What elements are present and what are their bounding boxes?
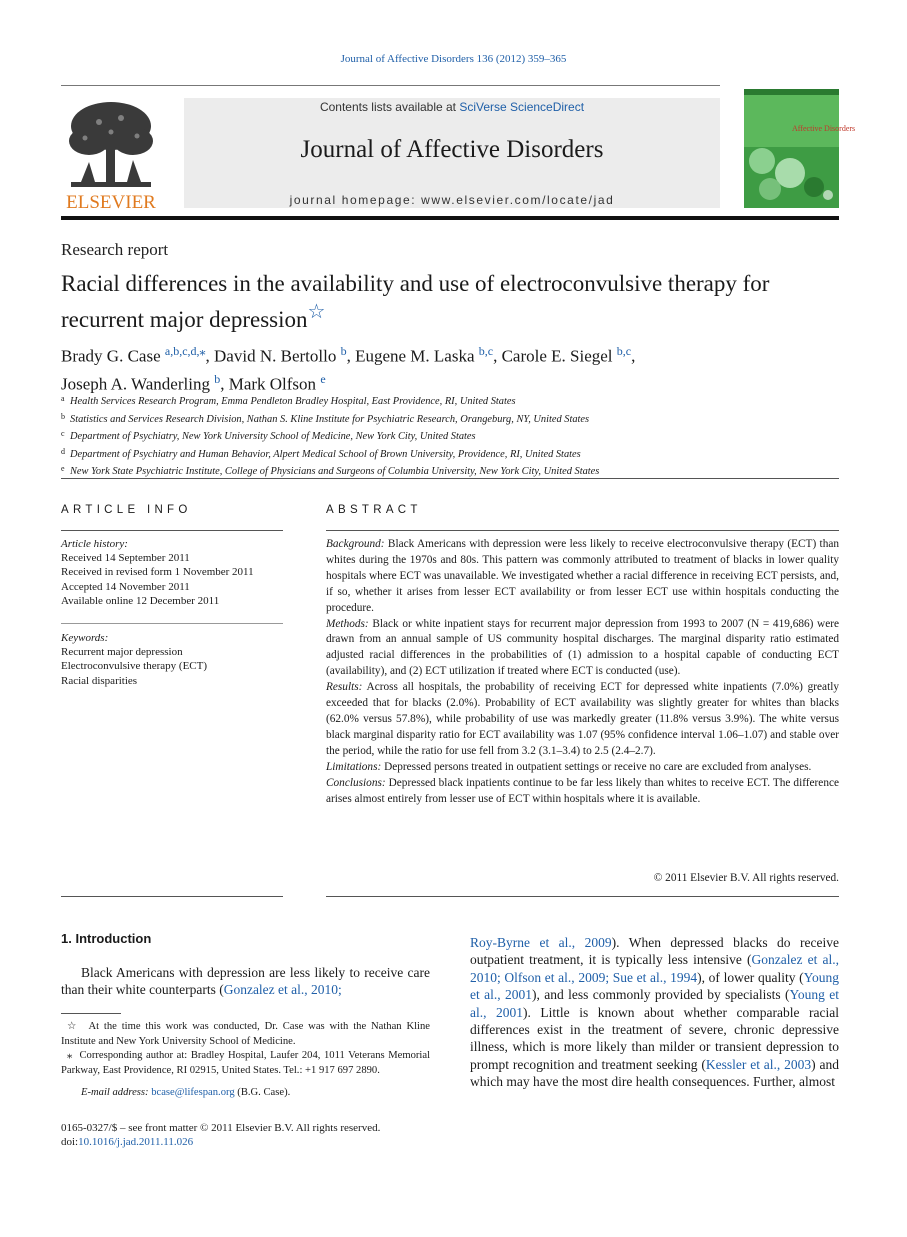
intro-left-column [61, 964, 430, 999]
email-label: E-mail address: [81, 1087, 149, 1099]
author-affiliation-marks[interactable]: b [214, 371, 221, 386]
footnote-star-icon: ☆ [67, 1021, 79, 1032]
article-info-block [61, 537, 283, 688]
author-name[interactable]: Brady G. Case [61, 346, 161, 366]
section-heading-introduction: 1. Introduction [61, 931, 152, 946]
author-name[interactable]: David N. Bertollo [214, 346, 337, 366]
journal-homepage[interactable]: journal homepage: www.elsevier.com/locate/jad [289, 193, 615, 207]
intro-right-column [470, 934, 839, 1091]
author-separator: , [205, 346, 215, 366]
affiliation-item [61, 462, 841, 480]
abstract-section-label: Limitations: [326, 760, 382, 773]
affiliation-item [61, 427, 841, 445]
article-info-heading: ARTICLE INFO [61, 504, 192, 516]
footnote-text: Corresponding author at: Bradley Hospital, Laufer 204, 1011 Veterans Memorial Parkway, East Providence, RI 02915, United States. Tel.: +1 917 697 2890. [61, 1050, 431, 1076]
abstract-section-label: Background: [326, 538, 385, 550]
author-name[interactable]: Mark Olfson [228, 374, 317, 394]
affiliation-item [61, 445, 841, 463]
footnote-email [61, 1086, 430, 1101]
affiliation-mark: b [61, 411, 65, 421]
abstract-section-text: Black or white inpatient stays for recurrent major depression from 1993 to 2007 (N = 419,686) were drawn from an annual sample of US community hospital discharges. The marginal disparity ratio estimated adjusted racial differences in the probabilities of (1) admission to a hospital capable of conducting ECT (availability), and (2) ECT utilization if treated where ECT is conducted (use). [326, 617, 839, 678]
title-footnote-star-icon[interactable]: ☆ [307, 301, 326, 323]
abstract-rule [326, 530, 839, 531]
intro-text: Black Americans with depression are less likely to receive care than their white counterparts ( [61, 965, 430, 998]
author-separator: , [346, 346, 356, 366]
journal-cover-thumbnail[interactable] [744, 89, 856, 208]
abstract-section-label: Results: [326, 681, 363, 694]
affiliation-text: Health Services Research Program, Emma Pendleton Bradley Hospital, East Providence, RI, United States [70, 396, 516, 407]
footnotes [61, 1020, 430, 1101]
affiliation-item [61, 410, 841, 428]
article-info-rule [61, 530, 283, 531]
affiliation-mark: d [61, 446, 65, 456]
author-name[interactable]: Eugene M. Laska [355, 346, 475, 366]
abstract-section-text: Depressed black inpatients continue to be far less likely than whites to receive ECT. The difference arises almost entirely from lesser use of ECT within hospitals where it is available. [326, 776, 839, 805]
citation-link[interactable]: Young et al., 2001 [470, 969, 839, 1003]
header-rule-top [61, 85, 720, 86]
article-title [61, 270, 841, 334]
abstract-section [326, 617, 839, 681]
history-item: Received 14 September 2011 [61, 552, 190, 565]
footnote-corresponding [61, 1049, 430, 1078]
intro-text: ) and which may have the most dire health consequences. Further, almost [470, 1056, 839, 1090]
author-separator: , [493, 346, 502, 366]
sciencedirect-link[interactable]: SciVerse ScienceDirect [459, 100, 585, 114]
footnote-rule [61, 1013, 121, 1014]
affiliation-mark: a [61, 394, 65, 403]
affiliation-divider [61, 478, 839, 479]
author-separator: , [631, 346, 636, 366]
title-line-2: recurrent major depression [61, 307, 308, 332]
abstract-bottom-rule [326, 896, 839, 897]
keyword-item: Recurrent major depression [61, 646, 183, 659]
author-affiliation-marks[interactable]: b [340, 344, 347, 358]
intro-text: ). When depressed blacks do receive outpatient treatment, it is typically less intensive ( [470, 935, 839, 968]
abstract-heading: ABSTRACT [326, 504, 422, 516]
intro-text: ), of lower quality ( [697, 969, 804, 985]
front-matter-text: 0165-0327/$ – see front matter © 2011 Elsevier B.V. All rights reserved. [61, 1122, 381, 1134]
abstract-section-label: Methods: [326, 617, 369, 630]
author-name[interactable]: Carole E. Siegel [501, 346, 613, 366]
elsevier-tree-logo [61, 96, 161, 212]
elsevier-wordmark: ELSEVIER [66, 192, 156, 213]
affiliation-text: Statistics and Services Research Division, Nathan S. Kline Institute for Psychiatric Research, Orangeburg, NY, United States [70, 413, 590, 425]
author-affiliation-marks[interactable]: e [320, 371, 326, 386]
history-item: Accepted 14 November 2011 [61, 580, 190, 593]
citation-link[interactable]: Roy-Byrne et al., 2009 [470, 935, 612, 950]
header-rule-thick [61, 216, 839, 220]
abstract-section-text: Depressed persons treated in outpatient settings or receive no care are excluded from analyses. [384, 760, 812, 773]
article-type: Research report [61, 240, 169, 259]
affiliation-item [61, 392, 841, 410]
author-separator: , [220, 374, 229, 394]
author-affiliation-marks[interactable]: b,c [616, 344, 632, 358]
abstract-section [326, 680, 839, 760]
affiliation-text: Department of Psychiatry and Human Behavior, Alpert Medical School of Brown University, Providence, RI, United States [70, 448, 581, 460]
front-matter [61, 1121, 430, 1150]
journal-citation[interactable]: Journal of Affective Disorders 136 (2012) 359–365 [340, 53, 567, 65]
intro-text: ). Little is known about whether comparable racial differences exist in the treatment of severe, chronic depressive illness, which is more likely than milder or transient depression to prompt recognition and treatment seeking ( [470, 1004, 839, 1072]
footnote-title [61, 1020, 430, 1049]
abstract-body [326, 537, 839, 807]
keywords-rule [61, 623, 283, 624]
abstract-section-label: Conclusions: [326, 776, 386, 789]
intro-text: ), and less commonly provided by specialists ( [532, 987, 790, 1003]
abstract-section [326, 776, 839, 808]
contents-prefix: Contents lists available at [319, 100, 460, 114]
author-affiliation-marks[interactable]: b,c [478, 344, 494, 358]
citation-link[interactable]: Kessler et al., 2003 [705, 1056, 812, 1072]
abstract-copyright: © 2011 Elsevier B.V. All rights reserved. [653, 872, 839, 884]
author-name[interactable]: Joseph A. Wanderling [61, 374, 210, 394]
keywords-label: Keywords: [61, 632, 109, 645]
affiliation-text: New York State Psychiatric Institute, College of Physicians and Surgeons of Columbia University, New York City, United States [70, 466, 600, 477]
footnote-asterisk-icon: ⁎ [67, 1050, 73, 1062]
email-link[interactable]: bcase@lifespan.org [151, 1087, 235, 1099]
email-suffix: (B.G. Case). [234, 1087, 291, 1099]
abstract-section-text: Across all hospitals, the probability of receiving ECT for depressed white inpatients (7.0%) greatly exceeded that for blacks (2.0%). Probability of ECT availability was slightly greater for whites than blacks (62.0% versus 57.8%), while probability of use was markedly greater (11.8% versus 3.9%). The white versus black marginal disparity ratio for ECT availability was 1.07 (95% confidence interval 1.06–1.07) and stable over the period, while the ratio for use fell from 3.2 (3.1–3.4) to 2.5 (2.4–2.7). [326, 681, 839, 757]
history-item: Available online 12 December 2011 [61, 594, 220, 607]
footnote-text: At the time this work was conducted, Dr. Case was with the Nathan Kline Institute and New York University School of Medicine. [61, 1021, 431, 1047]
doi-link[interactable]: 10.1016/j.jad.2011.11.026 [78, 1136, 194, 1149]
citation-link[interactable]: Gonzalez et al., 2010; Olfson et al., 2009; Sue et al., 1994 [470, 952, 839, 985]
author-list [61, 340, 841, 395]
cover-title-text: Affective Disorders [792, 124, 856, 133]
abstract-section [326, 537, 839, 617]
author-affiliation-marks[interactable]: a,b,c,d, [164, 344, 200, 358]
doi-line [61, 1135, 430, 1149]
corresponding-author-mark[interactable]: ⁎ [199, 344, 206, 358]
doi-label: doi: [61, 1136, 79, 1149]
title-line-1: Racial differences in the availability and use of electroconvulsive therapy for [61, 271, 770, 296]
contents-line [184, 100, 720, 114]
citation-link[interactable]: Young et al., 2001 [470, 987, 839, 1020]
affiliation-list [61, 392, 841, 480]
journal-title: Journal of Affective Disorders [300, 136, 604, 163]
history-item: Received in revised form 1 November 2011 [61, 566, 254, 579]
abstract-section-text: Black Americans with depression were less likely to receive electroconvulsive therapy (ECT) than whites during the 1970s and 80s. This pattern was commonly attributed to treatment of blacks in lower quality hospitals where ECT was unavailable. We investigated whether a racial difference in receiving ECT persists, and, if so, whether it arises from lesser ECT availability or from lesser ECT use within hospitals conducting the procedure. [326, 538, 840, 614]
article-info-bottom-rule [61, 896, 283, 897]
citation-link[interactable]: Gonzalez et al., 2010; [223, 982, 342, 998]
keyword-item: Electroconvulsive therapy (ECT) [61, 660, 208, 673]
affiliation-mark: c [61, 429, 65, 438]
affiliation-mark: e [61, 464, 65, 473]
affiliation-text: Department of Psychiatry, New York University School of Medicine, New York City, United States [70, 431, 476, 442]
article-history-label: Article history: [61, 538, 128, 550]
keyword-item: Racial disparities [61, 674, 138, 687]
abstract-section [326, 760, 839, 776]
